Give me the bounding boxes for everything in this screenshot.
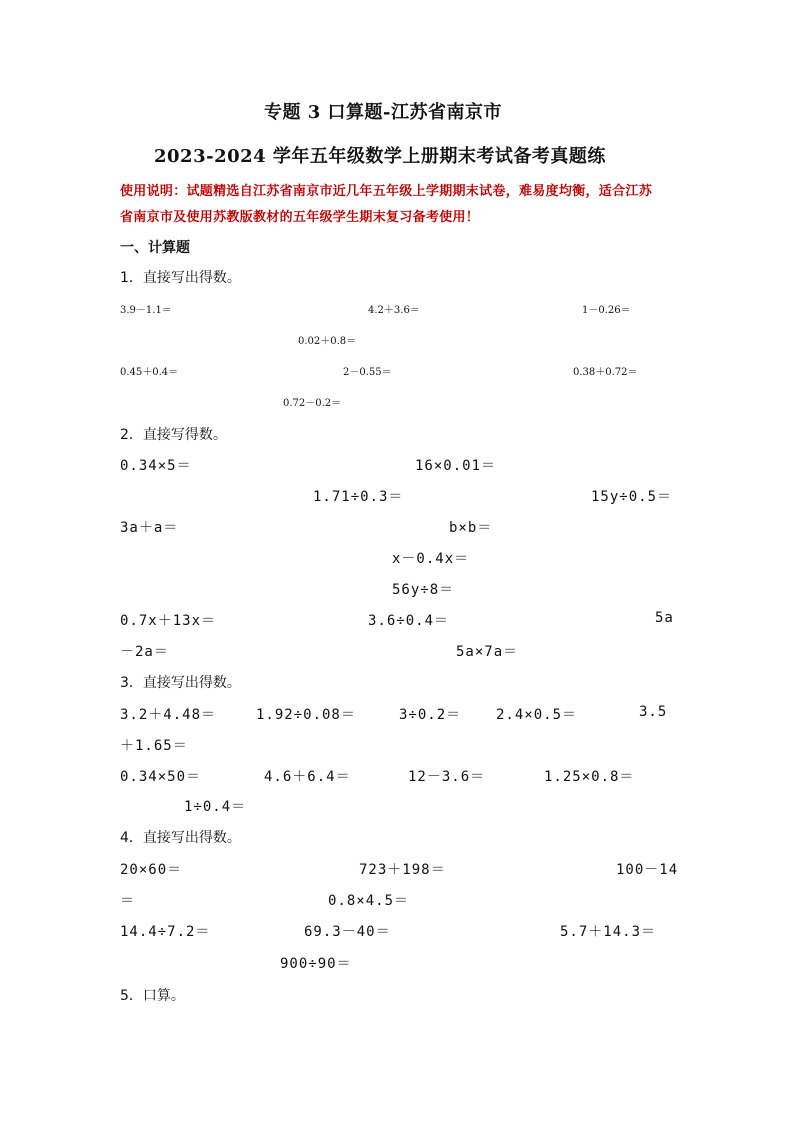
question-1-title: 1．直接写出得数。 <box>120 270 241 286</box>
q4-item: 14.4÷7.2＝ <box>120 924 211 940</box>
q4-item: 900÷90＝ <box>280 956 352 972</box>
q2-item: 3a＋a＝ <box>120 520 179 536</box>
q2-item: 56y÷8＝ <box>392 582 455 598</box>
page-title-line1: 专题 3 口算题-江苏省南京市 <box>264 102 503 123</box>
q2-item: 1.71÷0.3＝ <box>313 489 404 505</box>
q4-item: 5.7＋14.3＝ <box>560 924 657 940</box>
q3-item: 12－3.6＝ <box>408 769 486 785</box>
q2-item: 16×0.01＝ <box>415 458 497 474</box>
q4-item: 69.3－40＝ <box>304 924 391 940</box>
q2-item: 15y÷0.5＝ <box>591 489 673 505</box>
section-title: 一、计算题 <box>120 240 190 256</box>
q3-item: 3.2＋4.48＝ <box>120 707 217 723</box>
q3-item: ＋1.65＝ <box>120 738 188 754</box>
q3-item: 1÷0.4＝ <box>184 799 247 815</box>
question-2-title: 2．直接写得数。 <box>120 427 227 443</box>
usage-note-line1: 使用说明：试题精选自江苏省南京市近几年五年级上学期期末试卷，难易度均衡，适合江苏 <box>120 184 653 199</box>
q4-item: 0.8×4.5＝ <box>328 893 410 909</box>
q1-item: 0.45＋0.4＝ <box>120 367 179 378</box>
q4-item: ＝ <box>120 893 135 909</box>
question-4-title: 4．直接写出得数。 <box>120 830 241 846</box>
q2-item: 5a×7a＝ <box>456 644 519 660</box>
q2-item: b×b＝ <box>449 520 493 536</box>
q2-item: 0.7x＋13x＝ <box>120 613 217 629</box>
q3-item: 3÷0.2＝ <box>399 707 462 723</box>
q2-item: 3.6÷0.4＝ <box>368 613 450 629</box>
q1-item: 0.72－0.2＝ <box>283 398 342 409</box>
q3-item: 1.92÷0.08＝ <box>256 707 356 723</box>
q1-item: 0.02＋0.8＝ <box>298 336 357 347</box>
q3-item: 3.5 <box>639 704 668 720</box>
q1-item: 4.2＋3.6＝ <box>368 305 420 316</box>
q4-item: 20×60＝ <box>120 862 183 878</box>
q1-item: 1－0.26＝ <box>582 305 631 316</box>
q1-item: 3.9－1.1＝ <box>120 305 172 316</box>
q1-item: 2－0.55＝ <box>343 367 392 378</box>
q3-item: 4.6＋6.4＝ <box>264 769 351 785</box>
page-title-line2: 2023-2024 学年五年级数学上册期末考试备考真题练 <box>154 146 606 167</box>
q2-item: －2a＝ <box>120 644 169 660</box>
q2-item: 5a <box>655 610 674 626</box>
q3-item: 1.25×0.8＝ <box>544 769 635 785</box>
question-5-title: 5．口算。 <box>120 988 185 1004</box>
q3-item: 0.34×50＝ <box>120 769 202 785</box>
question-3-title: 3．直接写出得数。 <box>120 675 241 691</box>
q3-item: 2.4×0.5＝ <box>496 707 578 723</box>
q2-item: 0.34×5＝ <box>120 458 192 474</box>
q1-item: 0.38＋0.72＝ <box>573 367 638 378</box>
q4-item: 723＋198＝ <box>359 862 446 878</box>
q2-item: x－0.4x＝ <box>392 551 470 567</box>
q4-item: 100－14 <box>616 862 679 878</box>
usage-note-line2: 省南京市及使用苏教版教材的五年级学生期末复习备考使用！ <box>120 210 480 225</box>
